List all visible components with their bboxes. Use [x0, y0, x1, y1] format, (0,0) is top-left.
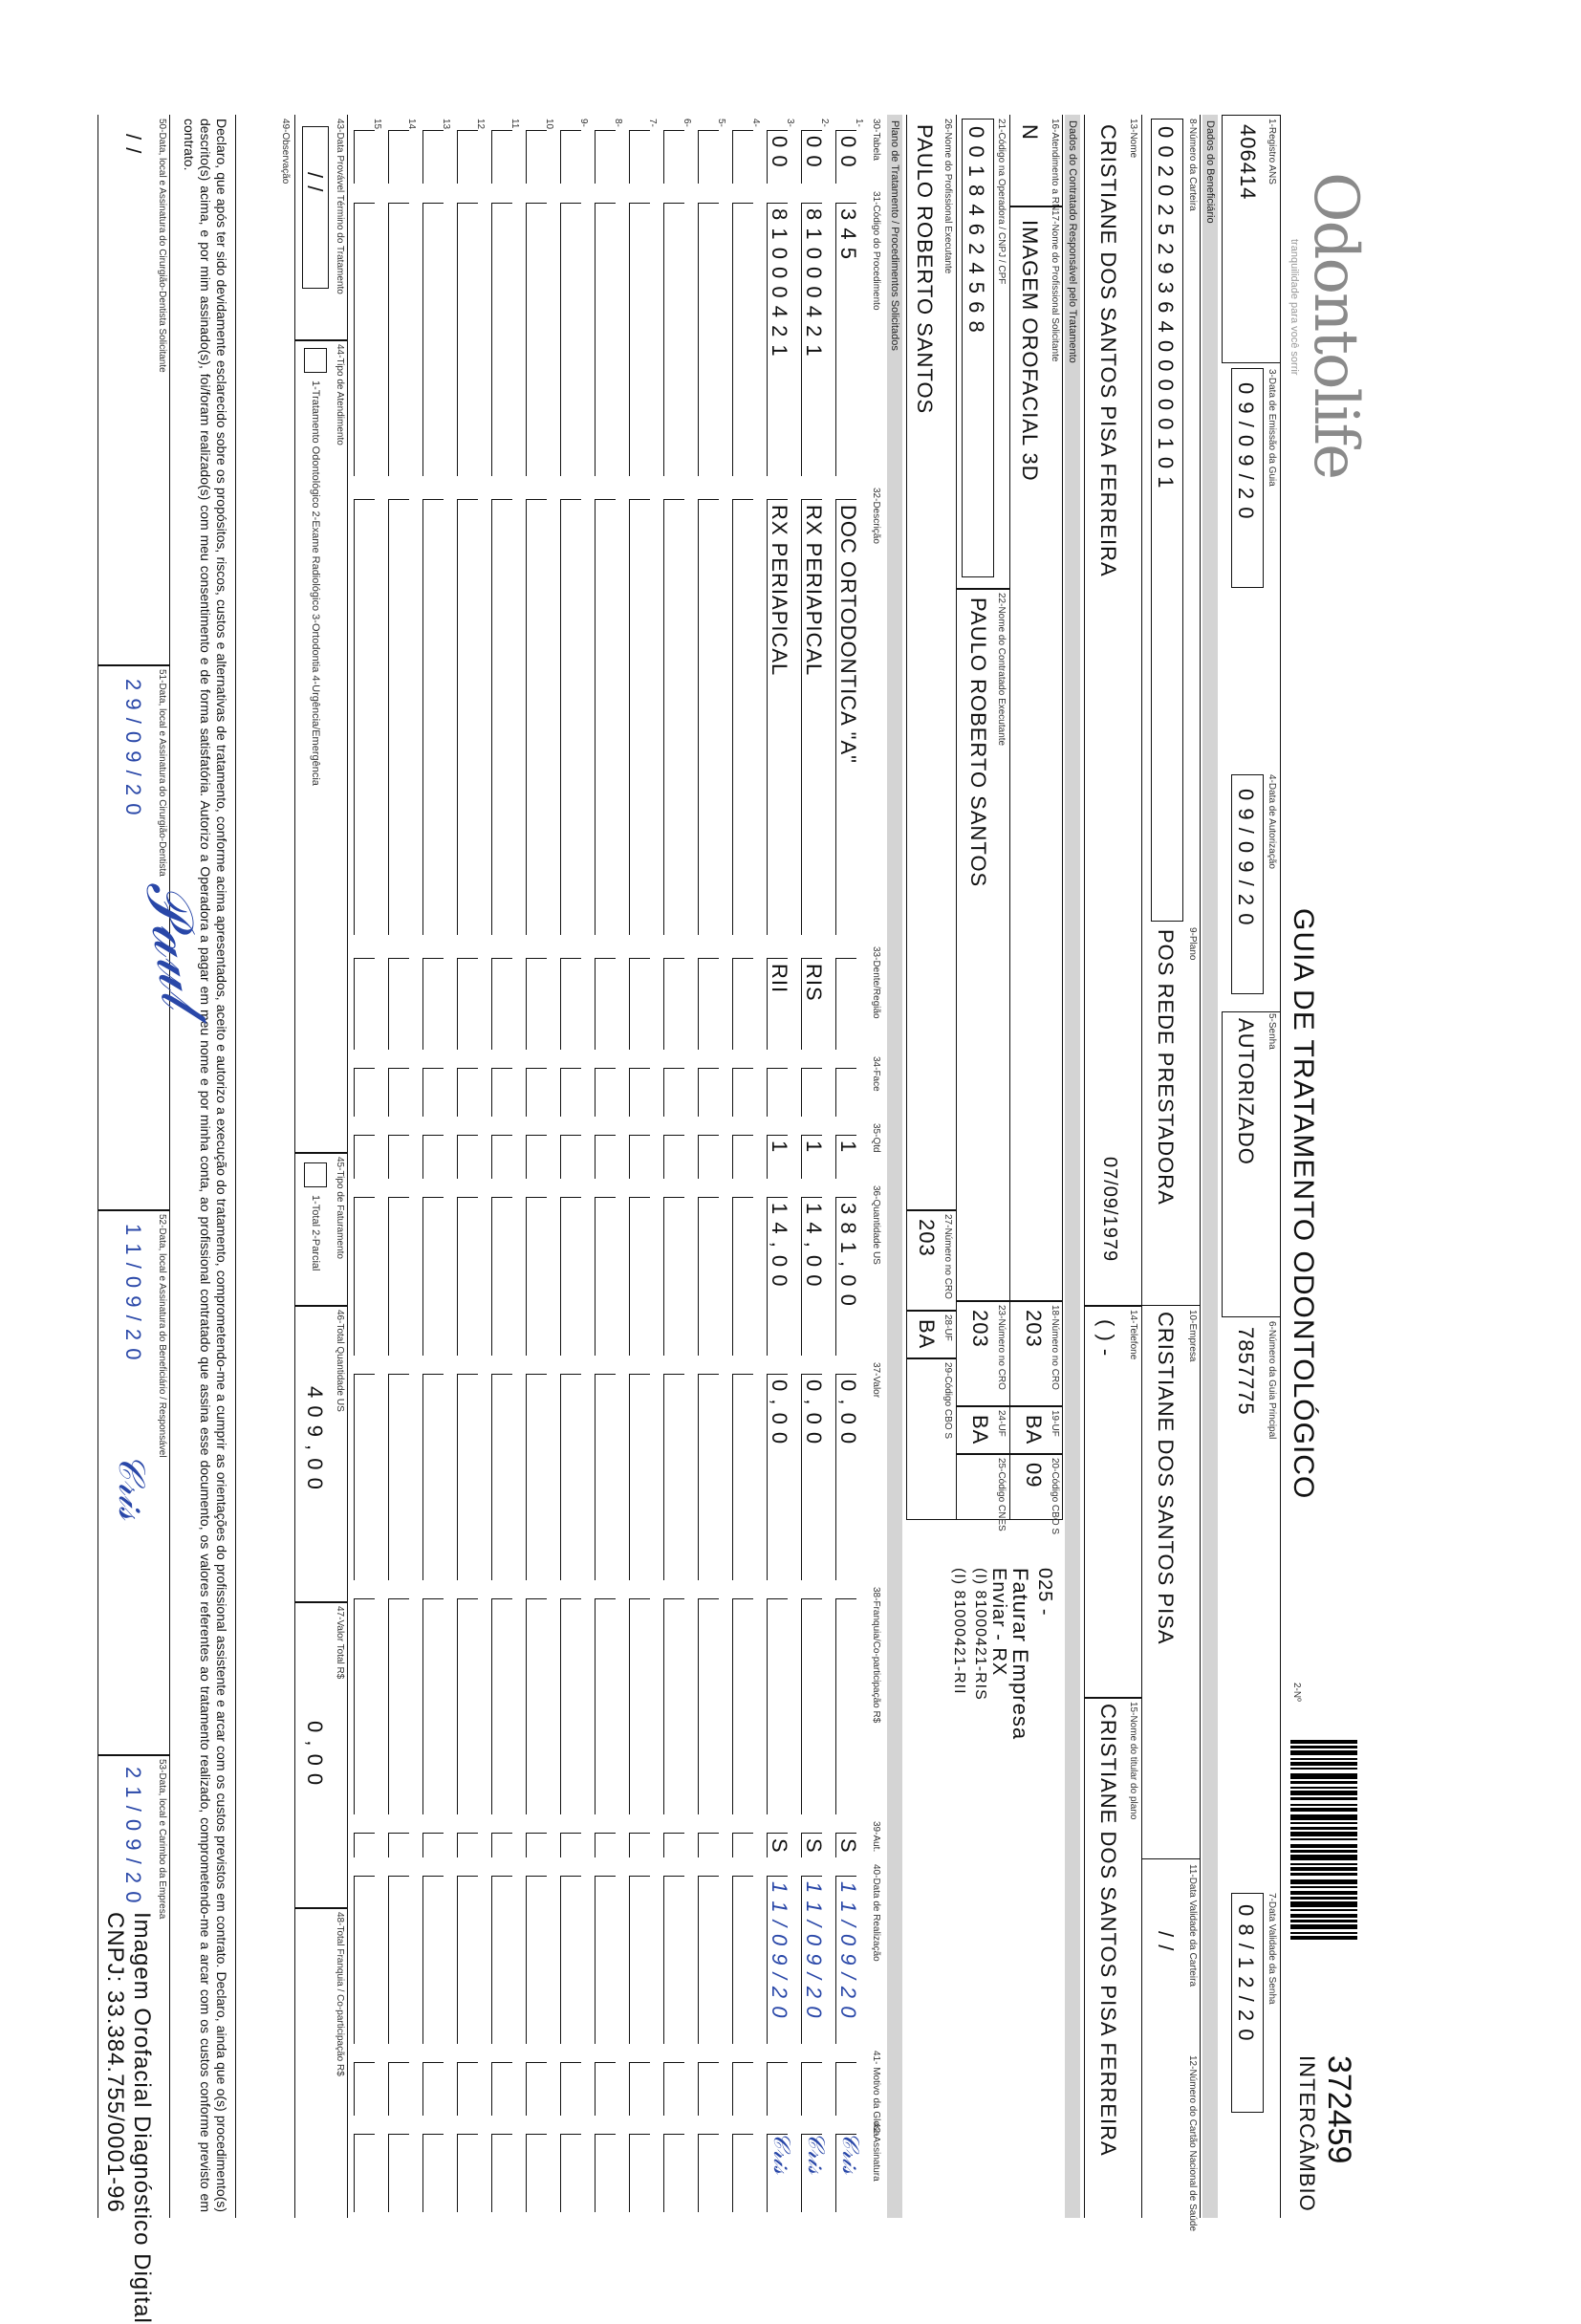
value-tabela: 0 0	[768, 136, 791, 168]
column-header: 33-Dente/Região	[871, 946, 881, 1019]
value-descricao: DOC ORTODONTICA "A"	[836, 505, 860, 764]
cell-aut	[457, 1833, 478, 1857]
column-header: 39-Aut.	[871, 1821, 881, 1853]
field-45-checkbox[interactable]	[304, 1162, 327, 1187]
company-stamp-name: Imagem Orofacial Diagnóstico Digital	[129, 1912, 155, 2324]
cell-us	[354, 1197, 375, 1356]
value-data: 1 1 / 0 9 / 2 0	[836, 1881, 860, 2019]
row-number: 2-	[819, 119, 830, 127]
cell-tabela	[595, 130, 616, 184]
cell-aut	[663, 1833, 684, 1857]
cell-aut	[388, 1833, 409, 1857]
cell-data	[388, 1876, 409, 2044]
note-line-4: (I) 81000421-RIS	[972, 1568, 988, 1701]
cell-data	[457, 1876, 478, 2044]
field-8-card-number: 0 0 2 0 2 5 2 9 3 6 4 0 0 0 0 0 1 0 1	[1154, 126, 1178, 489]
cell-franquia	[457, 1598, 478, 1814]
column-header: 38-Franquia/Co-participação R$	[871, 1587, 881, 1724]
value-aut: S	[768, 1838, 791, 1854]
cell-qtd	[422, 1135, 444, 1179]
column-header: 36-Quantidade US	[871, 1185, 881, 1265]
field-16-rn: N	[1018, 124, 1042, 141]
cell-glosa	[801, 2062, 822, 2116]
field-50-date: / /	[121, 134, 145, 155]
field-23-cro: 203	[968, 1310, 992, 1348]
cell-assin	[663, 2134, 684, 2212]
cell-franquia	[388, 1598, 409, 1814]
cell-assin	[388, 2134, 409, 2212]
cell-codigo	[698, 203, 719, 476]
row-number: 8-	[613, 119, 623, 127]
cell-qtd	[663, 1135, 684, 1179]
value-dente: RIS	[802, 964, 826, 1002]
cell-franquia	[801, 1598, 822, 1814]
value-codigo: 3 4 5	[836, 208, 860, 260]
row-number: 15	[372, 119, 382, 130]
field-21-operator-code: 0 0 1 8 4 6 2 4 5 6 8	[964, 126, 988, 334]
value-data: 1 1 / 0 9 / 2 0	[802, 1881, 826, 2019]
value-descricao: RX PERIAPICAL	[768, 505, 791, 677]
cell-descricao	[388, 499, 409, 935]
cell-valor	[560, 1374, 581, 1580]
value-qtd: 1	[802, 1140, 826, 1154]
cell-aut	[560, 1833, 581, 1857]
logo-tagline: tranquilidade para você sorrir	[1289, 239, 1300, 376]
cell-valor	[491, 1374, 512, 1580]
row-signature: 𝒞𝓇𝒾𝓈	[837, 2132, 864, 2175]
cell-valor	[526, 1374, 547, 1580]
cell-glosa	[595, 2062, 616, 2116]
value-valor: 0 , 0 0	[802, 1379, 826, 1445]
cell-descricao	[491, 499, 512, 935]
cell-glosa	[835, 2062, 856, 2116]
cell-us	[732, 1197, 753, 1356]
cell-data	[526, 1876, 547, 2044]
cell-glosa	[767, 2062, 788, 2116]
field-53-date: 2 1 / 0 9 / 2 0	[121, 1767, 145, 1904]
cell-franquia	[595, 1598, 616, 1814]
guide-type: INTERCÂMBIO	[1295, 2055, 1319, 2212]
cell-us	[663, 1197, 684, 1356]
cell-descricao	[663, 499, 684, 935]
value-valor: 0 , 0 0	[836, 1379, 860, 1445]
cell-dente	[560, 958, 581, 1050]
cell-valor	[595, 1374, 616, 1580]
cell-descricao	[422, 499, 444, 935]
cell-qtd	[457, 1135, 478, 1179]
column-header: 37-Valor	[871, 1362, 881, 1399]
cell-valor	[663, 1374, 684, 1580]
cell-us	[388, 1197, 409, 1356]
cell-data	[663, 1876, 684, 2044]
guide-number-label: 2-Nº	[1291, 1683, 1302, 1702]
cell-descricao	[629, 499, 650, 935]
column-header: 35-Qtd	[871, 1123, 881, 1153]
column-header: 30-Tabela	[871, 119, 881, 161]
field-26-executing-professional: PAULO ROBERTO SANTOS	[913, 124, 937, 415]
field-27-cro: 203	[915, 1219, 939, 1257]
field-52-date: 1 1 / 0 9 / 2 0	[121, 1224, 145, 1361]
cell-face	[388, 1068, 409, 1117]
field-1-registro-ans: 406414	[1236, 124, 1260, 201]
cell-assin	[560, 2134, 581, 2212]
cell-dente	[422, 958, 444, 1050]
procedure-row	[660, 115, 694, 2218]
column-header: 40-Data de Realização	[871, 1864, 881, 1962]
section-procedures: Plano de Tratamento / Procedimentos Solicitados	[887, 115, 902, 2218]
cell-face	[801, 1068, 822, 1117]
field-22-executing-contractor: PAULO ROBERTO SANTOS	[966, 597, 990, 888]
cell-valor	[354, 1374, 375, 1580]
field-28-uf: BA	[915, 1319, 939, 1350]
cell-glosa	[457, 2062, 478, 2116]
cell-face	[629, 1068, 650, 1117]
cell-face	[560, 1068, 581, 1117]
cell-glosa	[560, 2062, 581, 2116]
procedure-row	[556, 115, 591, 2218]
cell-face	[835, 1068, 856, 1117]
cell-franquia	[526, 1598, 547, 1814]
field-5-password: AUTORIZADO	[1234, 1018, 1258, 1165]
row-number: 9-	[578, 119, 589, 127]
cell-codigo	[732, 203, 753, 476]
cell-descricao	[595, 499, 616, 935]
form-title: GUIA DE TRATAMENTO ODONTOLÓGICO	[1288, 908, 1319, 1500]
value-data: 1 1 / 0 9 / 2 0	[768, 1881, 791, 2019]
cell-us	[457, 1197, 478, 1356]
note-line-1: 025 -	[1034, 1568, 1055, 1617]
field-43-end-date: / /	[303, 172, 327, 193]
procedures-header	[866, 115, 885, 2218]
procedure-row	[591, 115, 625, 2218]
cell-dente	[491, 958, 512, 1050]
cell-us	[526, 1197, 547, 1356]
field-51-date: 2 9 / 0 9 / 2 0	[121, 679, 145, 816]
field-45-options: 1-Total 2-Parcial	[310, 1195, 321, 1271]
procedure-row	[384, 115, 419, 2218]
cell-codigo	[457, 203, 478, 476]
cell-assin	[698, 2134, 719, 2212]
field-46-total-us: 4 0 9 , 0 0	[303, 1386, 327, 1490]
cell-valor	[457, 1374, 478, 1580]
column-header: 41- Motivo da Glosa	[871, 2051, 881, 2137]
cell-aut	[526, 1833, 547, 1857]
value-dente: RII	[768, 964, 791, 994]
row-number: 11	[509, 119, 520, 129]
procedure-row	[522, 115, 556, 2218]
cell-glosa	[698, 2062, 719, 2116]
cell-assin	[491, 2134, 512, 2212]
section-beneficiary: Dados do Beneficiário	[1202, 115, 1218, 2218]
cell-data	[698, 1876, 719, 2044]
field-10-company: CRISTIANE DOS SANTOS PISA	[1154, 1312, 1178, 1645]
cell-glosa	[491, 2062, 512, 2116]
cell-data	[422, 1876, 444, 2044]
cell-franquia	[767, 1598, 788, 1814]
cell-assin	[732, 2134, 753, 2212]
cell-face	[422, 1068, 444, 1117]
cell-dente	[595, 958, 616, 1050]
cell-face	[491, 1068, 512, 1117]
cell-dente	[835, 958, 856, 1050]
cell-dente	[663, 958, 684, 1050]
cell-tabela	[388, 130, 409, 184]
cell-data	[560, 1876, 581, 2044]
cell-valor	[629, 1374, 650, 1580]
beneficiary-signature: 𝒞𝓇𝒾𝓈	[111, 1453, 153, 1520]
cell-qtd	[354, 1135, 375, 1179]
cell-aut	[491, 1833, 512, 1857]
cell-aut	[595, 1833, 616, 1857]
cell-assin	[526, 2134, 547, 2212]
procedures-table	[350, 115, 866, 2218]
field-15-plan-holder: CRISTIANE DOS SANTOS PISA FERREIRA	[1096, 1704, 1120, 2157]
cell-descricao	[698, 499, 719, 935]
cell-glosa	[629, 2062, 650, 2116]
cell-face	[767, 1068, 788, 1117]
cell-codigo	[491, 203, 512, 476]
cell-qtd	[526, 1135, 547, 1179]
dentist-signature: 𝒫𝒶𝓊𝓁	[132, 875, 219, 1012]
cell-valor	[388, 1374, 409, 1580]
field-3-emission-date: 0 9 / 0 9 / 2 0	[1234, 382, 1258, 520]
field-13-beneficiary-name: CRISTIANE DOS SANTOS PISA FERREIRA	[1096, 124, 1120, 577]
row-signature: 𝒞𝓇𝒾𝓈	[803, 2132, 830, 2175]
cell-franquia	[422, 1598, 444, 1814]
cell-tabela	[354, 130, 375, 184]
row-number: 10	[544, 119, 554, 130]
cell-tabela	[732, 130, 753, 184]
row-number: 1-	[854, 119, 864, 127]
value-aut: S	[802, 1838, 826, 1854]
cell-face	[663, 1068, 684, 1117]
cell-dente	[457, 958, 478, 1050]
cell-glosa	[526, 2062, 547, 2116]
row-signature: 𝒞𝓇𝒾𝓈	[769, 2132, 795, 2175]
guide-number: 372459	[1321, 2055, 1357, 2164]
value-qtd: 1	[836, 1140, 860, 1154]
value-descricao: RX PERIAPICAL	[802, 505, 826, 677]
declaration-text: Declaro, que após ter sido devidamente esclarecido sobre os propósitos, riscos, custos e alternativas de tratamento, conforme acima apresentados, aceito e autorizo a execução do tratamento, comprometendo-me a cumprir as orientações do profissional assistente e arcar com os custos previstos em contrato. Declaro, ainda que o(s) procedimento(s) descrito(s) acima, e por mim assinado(s), foi/foram realizado(s) com meu consentimento e de forma satisfatória. Autorizo a Operadora a pagar em meu nome e por minha conta, ao profissional contratado que assina esse documento, os valores referentes ao tratamento realizado, comprometendo-me a arcar com os custos conforme previsto em contrato.	[182, 119, 229, 2212]
cell-codigo	[663, 203, 684, 476]
cell-tabela	[422, 130, 444, 184]
birth-date: 07/09/1979	[1099, 1157, 1120, 1263]
procedure-row	[453, 115, 487, 2218]
cell-dente	[698, 958, 719, 1050]
row-number: 13	[441, 119, 451, 130]
cell-descricao	[526, 499, 547, 935]
procedure-row	[694, 115, 728, 2218]
field-7-password-validity: 0 8 / 1 2 / 2 0	[1234, 1904, 1258, 2042]
field-47-total-value: 0 , 0 0	[303, 1721, 327, 1787]
cell-descricao	[732, 499, 753, 935]
row-number: 5-	[716, 119, 726, 127]
cell-aut	[354, 1833, 375, 1857]
value-codigo: 8 1 0 0 0 4 2 1	[802, 208, 826, 358]
procedure-row	[487, 115, 522, 2218]
cell-tabela	[526, 130, 547, 184]
row-number: 14	[406, 119, 417, 130]
value-tabela: 0 0	[802, 136, 826, 168]
column-header: 34-Face	[871, 1056, 881, 1092]
value-us: 1 4 , 0 0	[768, 1203, 791, 1288]
cell-aut	[629, 1833, 650, 1857]
cell-franquia	[663, 1598, 684, 1814]
cell-qtd	[491, 1135, 512, 1179]
cell-assin	[354, 2134, 375, 2212]
cell-face	[526, 1068, 547, 1117]
field-19-uf: BA	[1022, 1415, 1046, 1445]
cell-qtd	[560, 1135, 581, 1179]
procedure-row	[350, 115, 384, 2218]
cell-glosa	[354, 2062, 375, 2116]
value-qtd: 1	[768, 1140, 791, 1154]
cell-qtd	[388, 1135, 409, 1179]
cell-dente	[629, 958, 650, 1050]
note-line-3: Enviar - RX	[988, 1568, 1009, 1677]
cell-us	[629, 1197, 650, 1356]
cell-us	[698, 1197, 719, 1356]
cell-franquia	[732, 1598, 753, 1814]
field-6-main-guide-number: 7857775	[1234, 1327, 1258, 1416]
cell-codigo	[388, 203, 409, 476]
cell-codigo	[526, 203, 547, 476]
field-24-uf: BA	[968, 1415, 992, 1445]
cell-tabela	[698, 130, 719, 184]
row-number: 7-	[647, 119, 658, 127]
row-number: 3-	[785, 119, 795, 127]
procedure-row	[419, 115, 453, 2218]
cell-franquia	[560, 1598, 581, 1814]
cell-codigo	[629, 203, 650, 476]
cell-face	[595, 1068, 616, 1117]
cell-dente	[732, 958, 753, 1050]
cell-dente	[526, 958, 547, 1050]
cell-aut	[732, 1833, 753, 1857]
field-44-options: 1-Tratamento Odontológico 2-Exame Radiológico 3-Ortodontia 4-Urgência/Emergência	[310, 380, 321, 786]
value-us: 1 4 , 0 0	[802, 1203, 826, 1288]
cell-franquia	[835, 1598, 856, 1814]
cell-aut	[698, 1833, 719, 1857]
value-tabela: 0 0	[836, 136, 860, 168]
cell-dente	[388, 958, 409, 1050]
value-us: 3 8 1 , 0 0	[836, 1203, 860, 1307]
cell-glosa	[422, 2062, 444, 2116]
cell-glosa	[663, 2062, 684, 2116]
cell-descricao	[354, 499, 375, 935]
cell-aut	[422, 1833, 444, 1857]
cell-valor	[422, 1374, 444, 1580]
row-number: 4-	[750, 119, 761, 127]
cell-dente	[354, 958, 375, 1050]
cell-data	[732, 1876, 753, 2044]
cell-us	[422, 1197, 444, 1356]
odontolife-logo: Odontolife	[1300, 172, 1371, 478]
cell-data	[354, 1876, 375, 2044]
cell-tabela	[560, 130, 581, 184]
field-20-cbos: 09	[1022, 1463, 1046, 1488]
cell-us	[595, 1197, 616, 1356]
procedure-row	[797, 115, 832, 2218]
cell-face	[354, 1068, 375, 1117]
cell-tabela	[629, 130, 650, 184]
section-contractor: Dados do Contratado Responsável pelo Tratamento	[1065, 115, 1080, 2218]
cell-valor	[732, 1374, 753, 1580]
cell-franquia	[698, 1598, 719, 1814]
cell-assin	[595, 2134, 616, 2212]
field-17-requesting-professional: IMAGEM OROFACIAL 3D	[1018, 220, 1042, 482]
cell-codigo	[595, 203, 616, 476]
cell-face	[732, 1068, 753, 1117]
field-9-plan: POS REDE PRESTADORA	[1154, 929, 1178, 1205]
field-4-authorization-date: 0 9 / 0 9 / 2 0	[1234, 789, 1258, 926]
cell-assin	[457, 2134, 478, 2212]
cell-qtd	[732, 1135, 753, 1179]
row-number: 6-	[682, 119, 692, 127]
cell-qtd	[698, 1135, 719, 1179]
guide-form: Odontolife tranquilidade para você sorrir GUIA DE TRATAMENTO ODONTOLÓGICO 2-Nº 372459 INTERCÂMBIO 1-Registro ANS 406414 3-Data de Emissão da Guia 0 9 / 0 9 / 2 0 4-Data de Autorização 0 9 / 0 9 / 2 0 5-Senha AUTORIZADO 6-Número da Guia Principal 7857775 7-Data Validade da Senha 0 8 / 1 2 / 2 0 Dados do Beneficiário 8-Número da Carteira 0 0 2 0 2 5 2 9 3 6 4 0 0 0 0 0 1 0 1 9-Plano POS REDE PRESTADORA 10-Empresa CRISTIANE DOS SANTOS PISA 11-Data Validade da Carteira / / 12-Número do Cartão Nacional de Saúde 13-Nome CRISTIANE DOS SANTOS PISA FERREIRA 07/09/1979 14-Telefone ( ) - 15-Nome do titular do plano CRISTIANE DOS SANTOS PISA FERREIRA Dados do Contratado Responsável pelo Tratamento 16-Atendimento a RN N 17-Nome do Profissional Solicitante IMAGEM OROFACIAL 3D 18-Número no CRO 203 19-UF BA 20-Código CBO S 09 025 - Faturar Empresa Enviar - RX (I) 81000421-RIS (I) 81000421-RII 21-Código na Operadora / CNPJ / CPF 0 0 1 8 4 6 2 4 5 6 8 22-Nome do Contratado Executante PAULO ROBERTO SANTOS 23-Número no CRO 203 24-UF BA 25-Código CNES 26-Nome do Profissional Executante PAULO ROBERTO SANTOS 27-Número no CRO 203 28-UF BA 29-Código CBO S Plano de Tratamento / Procedimentos Solicitados 30-Tabela 31-Código do Procedimento 32-Descrição 33-Dente/Região 34-Face 35-Qtd 36-Quantidade US 37-Valor 38-Franquia/Co-participação R$ 39-Aut. 40-Data de Realização 41- Motivo da Glosa 42-Assinatura 1- 0 0 3 4 5 DOC ORTODONTICA "A" 1 3 8 1 , 0 0 0 , 0 0 S 1 1 / 0 9 / 2 0 𝒞𝓇𝒾𝓈 2- 0 0 8 1 0 0 0 4 2 1 RX PERIAPICAL RIS 1 1 4 , 0 0 0 , 0 0 S 1 1 / 0 9 / 2 0 𝒞𝓇𝒾𝓈 3- 0 0 8 1 0 0 0 4 2 1 RX PERIAPICAL RII 1 1 4 , 0 0 0 , 0 0 S 1 1 / 0 9 / 2 0 𝒞𝓇𝒾𝓈 4- 5- 6- 7- 8- 9- 10 11 12 13 14 15 43-Data Provável Término do Tratamento / / 44-Tipo de Atendimento 1-Tratamento Odontológico 2-Exame Radiológico 3-Ortodontia 4-Urgência/Emergência 45-Tipo de Faturamento 1-Total 2-Parcial 46-Total Quantidade US 4 0 9 , 0 0 47-Valor Total R$ 0 , 0 0 48-Total Franquia / Co-participação R$ 49-Observação Declaro, que após ter sido devidamente esclarecido sobre os propósitos, riscos, custos e alternativas de tratamento, conforme acima apresentados, aceito e autorizo a execução do tratamento, comprometendo-me a cumprir as orientações do profissional assistente e arcar com os custos previstos em contrato. Declaro, ainda que o(s) procedimento(s) descrito(s) acima, e por mim assinado(s), foi/foram realizado(s) com meu consentimento e de forma satisfatória. Autorizo a Operadora a pagar em meu nome e por minha conta, ao profissional contratado que assina esse documento, os valores referentes ao tratamento realizado, comprometendo-me a arcar com os custos conforme previsto em contrato. 50-Data, local e Assinatura do Cirurgião-Dentista Solicitante / / 51-Data, local e Assinatura do Cirurgião-Dentista 2 9 / 0 9 / 2 0 𝒫𝒶𝓊𝓁 52-Data, local e Assinatura do Beneficiário / Responsável 1 1 / 0 9 / 2 0 𝒞𝓇𝒾𝓈 53-Data, local e Carimbo da Empresa 2 1 / 0 9 / 2 0 Imagem Orofacial Diagnóstico Digital CNPJ: 33.384.755/0001-96	[96, 115, 1376, 2218]
cell-tabela	[457, 130, 478, 184]
cell-us	[491, 1197, 512, 1356]
cell-assin	[629, 2134, 650, 2212]
cell-codigo	[422, 203, 444, 476]
cell-codigo	[354, 203, 375, 476]
value-valor: 0 , 0 0	[768, 1379, 791, 1445]
value-aut: S	[836, 1838, 860, 1854]
cell-assin	[422, 2134, 444, 2212]
cell-face	[457, 1068, 478, 1117]
cell-us	[560, 1197, 581, 1356]
barcode	[1290, 1740, 1357, 2027]
cell-valor	[698, 1374, 719, 1580]
procedure-row	[832, 115, 866, 2218]
cell-descricao	[457, 499, 478, 935]
field-14-phone: ( ) -	[1094, 1319, 1118, 1357]
cell-data	[629, 1876, 650, 2044]
field-44-checkbox[interactable]	[304, 348, 327, 373]
procedure-row	[763, 115, 797, 2218]
cell-glosa	[388, 2062, 409, 2116]
note-line-5: (I) 81000421-RII	[951, 1568, 967, 1695]
cell-face	[698, 1068, 719, 1117]
note-line-2: Faturar Empresa	[1008, 1568, 1032, 1741]
cell-glosa	[732, 2062, 753, 2116]
column-header: 32-Descrição	[871, 488, 881, 544]
cell-franquia	[491, 1598, 512, 1814]
row-number: 12	[475, 119, 486, 130]
cell-tabela	[491, 130, 512, 184]
column-header: 31-Código do Procedimento	[871, 191, 881, 311]
cell-franquia	[354, 1598, 375, 1814]
procedure-row	[728, 115, 763, 2218]
cell-data	[595, 1876, 616, 2044]
cell-tabela	[663, 130, 684, 184]
field-49-observation	[235, 115, 292, 2218]
value-codigo: 8 1 0 0 0 4 2 1	[768, 208, 791, 358]
company-stamp-cnpj: CNPJ: 33.384.755/0001-96	[102, 1912, 128, 2213]
cell-franquia	[629, 1598, 650, 1814]
field-11-card-validity: / /	[1154, 1931, 1178, 1952]
column-header: 42-Assinatura	[871, 2122, 881, 2182]
field-18-cro: 203	[1022, 1310, 1046, 1348]
cell-codigo	[560, 203, 581, 476]
cell-qtd	[629, 1135, 650, 1179]
cell-data	[491, 1876, 512, 2044]
cell-descricao	[560, 499, 581, 935]
cell-qtd	[595, 1135, 616, 1179]
procedure-row	[625, 115, 660, 2218]
